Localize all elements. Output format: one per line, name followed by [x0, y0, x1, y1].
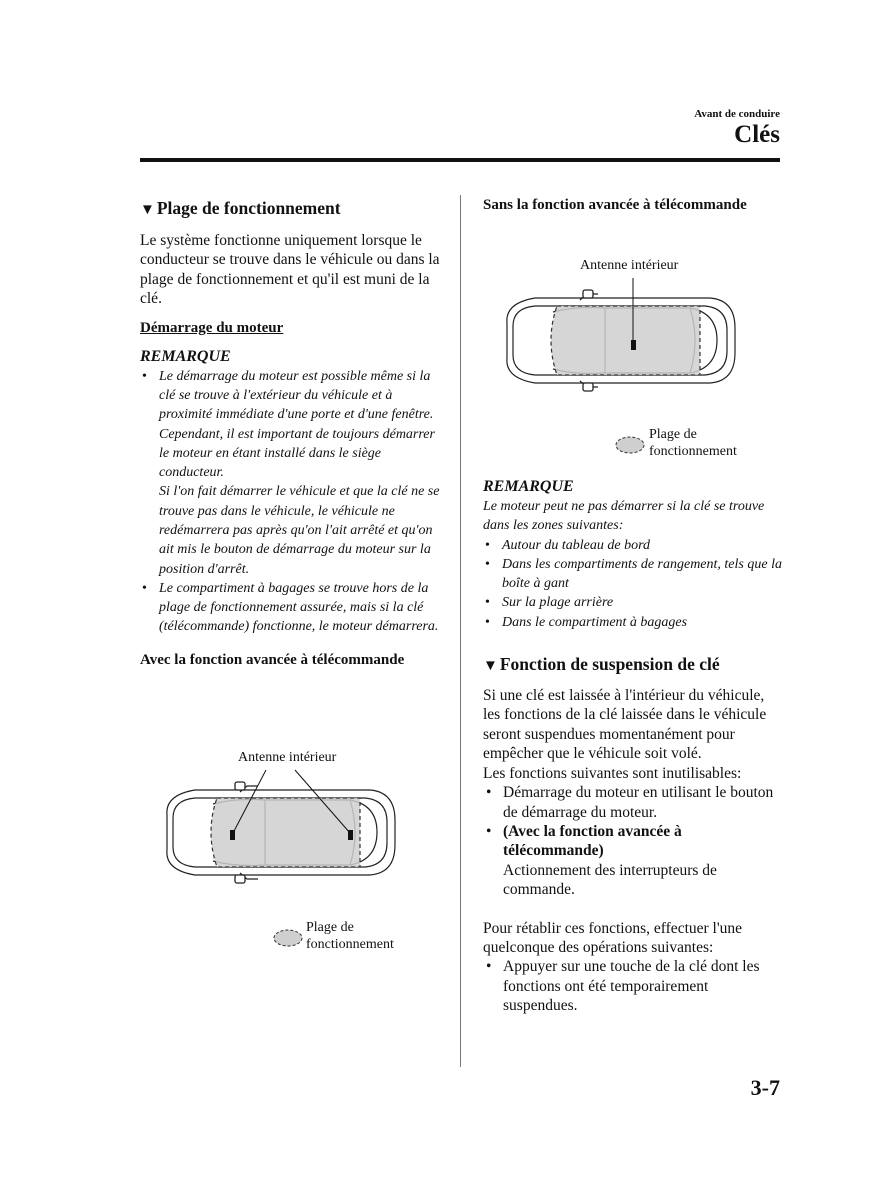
column-divider [460, 195, 461, 1067]
remark-list-right [502, 536, 783, 632]
heading-plage: ▼ Plage de fonctionnement [140, 198, 341, 218]
list-item: • Autour du tableau de bord [502, 536, 783, 555]
list-item: • Appuyer sur une touche de la clé dont les fonctions ont été temporairement suspendues. [503, 957, 783, 1015]
header-rule [140, 158, 780, 162]
triangle-down-icon: ▼ [140, 202, 155, 218]
left-column [140, 196, 445, 670]
figure-title-left: Avec la fonction avancée à télécommande [140, 651, 405, 668]
list-item: • (Avec la fonction avancée à télécommande) Actionnement des interrupteurs de commande. [503, 822, 783, 900]
right-column-bottom [483, 477, 783, 1016]
remark-title-right: REMARQUE [483, 478, 574, 495]
car-diagram-with-advanced-key [155, 770, 405, 895]
figure-title-right: Sans la fonction avancée à télécommande [483, 197, 747, 213]
triangle-down-icon: ▼ [483, 658, 498, 675]
suspension-paragraph-2: Les fonctions suivantes sont inutilisables: [483, 764, 742, 782]
list-item: • Le démarrage du moteur est possible même si la clé se trouve à l'extérieur du véhicule et à proximité immédiate d'une porte et d'une fenêtre. Cependant, il est important de toujours démarrer le moteur en étant installé dans le siège conducteur. Si l'on fait démarrer le véhicule et que la clé ne se trouve pas dans le véhicule, le véhicule ne redémarrera pas après qu'on l'ait arrêté et qu'on ait mis le bouton de démarrage du moteur sur la position d'arrêt. [159, 367, 445, 579]
car-diagram-without-advanced-key [495, 278, 745, 403]
remark-title-left: REMARQUE [140, 347, 231, 365]
heading-suspension: ▼ Fonction de suspension de clé [483, 654, 720, 675]
legend-label-left: Plage de fonctionnement [306, 920, 394, 952]
remark-list-left [159, 367, 445, 637]
suspension-paragraph-3: Pour rétablir ces fonctions, effectuer l'une quelconque des opérations suivantes: [483, 919, 743, 956]
page-number: 3-7 [750, 1075, 780, 1100]
suspension-list-1 [503, 783, 783, 899]
intro-paragraph: Le système fonctionne uniquement lorsque le conducteur se trouve dans le véhicule ou dans la plage de fonctionnement et qu'il est muni de la clé. [140, 232, 440, 308]
list-item: • Le compartiment à bagages se trouve hors de la plage de fonctionnement assurée, mais si la clé (télécommande) fonctionne, le moteur démarrera. [159, 579, 445, 637]
list-item: • Dans les compartiments de rangement, tels que la boîte à gant [502, 555, 783, 594]
suspension-list-2 [503, 957, 783, 1015]
antenna-label-left: Antenne intérieur [238, 750, 337, 765]
subheading-demarrage: Démarrage du moteur [140, 319, 284, 336]
right-column-top [483, 196, 783, 216]
list-item: • Sur la plage arrière [502, 593, 783, 612]
section-label: Avant de conduire [694, 108, 780, 120]
page-title: Clés [734, 121, 780, 148]
legend-label-right: Plage de fonctionnement [649, 427, 737, 459]
antenna-label-right: Antenne intérieur [580, 258, 679, 273]
remark-intro-right: Le moteur peut ne pas démarrer si la clé se trouve dans les zones suivantes: [483, 499, 765, 534]
list-item: • Démarrage du moteur en utilisant le bouton de démarrage du moteur. [503, 783, 783, 822]
suspension-paragraph-1: Si une clé est laissée à l'intérieur du véhicule, les fonctions de la clé laissée dans le véhicule seront suspendues momentanément pour empêcher que le véhicule soit volé. [483, 687, 767, 763]
range-legend-icon [272, 928, 304, 948]
range-legend-icon [614, 435, 646, 455]
list-item: • Dans le compartiment à bagages [502, 613, 783, 632]
